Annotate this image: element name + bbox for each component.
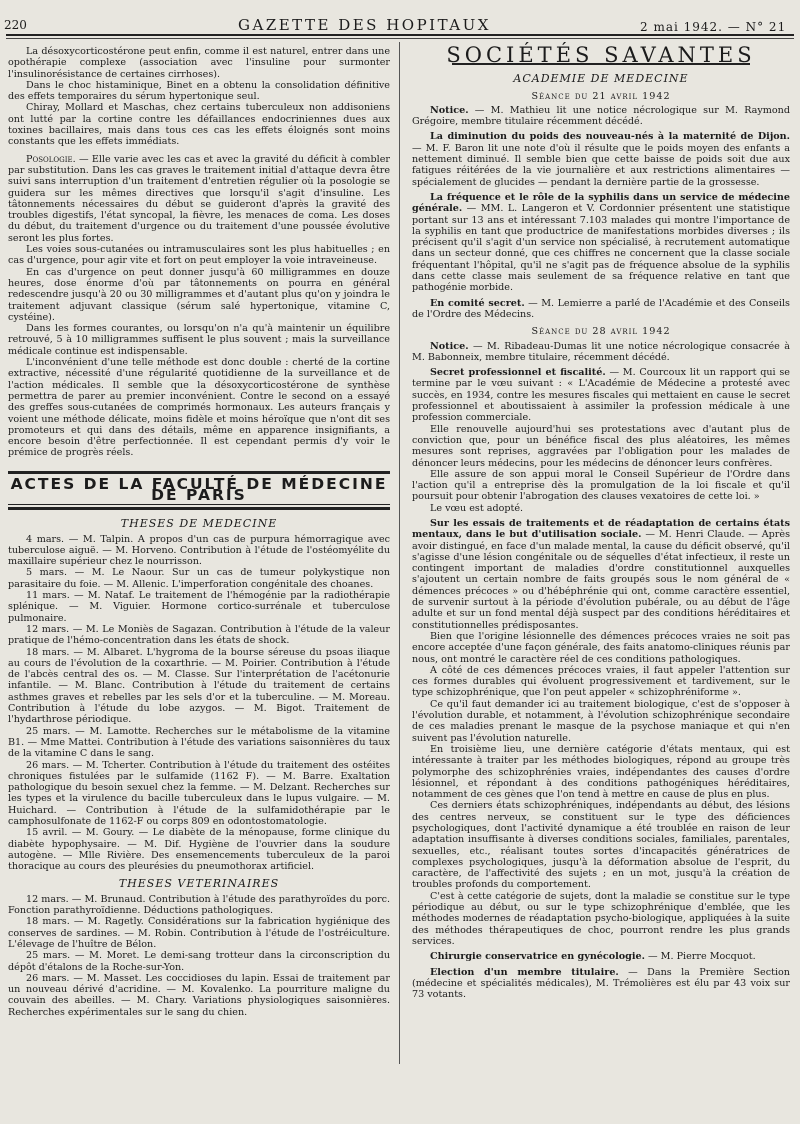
paragraph: L'inconvénient d'une telle méthode est donc double : cherté de la cortine extractive, nécessité d'une régularité quotidienne de la surveillance et de l'action médicales. Il semble que la désoxycorticostérone de synthèse permettra de parer au premier inconvénient. Contre le second on a essayé des greffes sous-cutanées de comprimés hormonaux. Les auteurs français y voient une méthode délicate, moins fidèle et moins héroïque que n'ont dit ses promoteurs et qui dans des détails, même en apparence insignifiants, a encore besoin d'être perfectionnée. Il est cependant permis d'y voir le prémice de progrès réels. [8,357,390,459]
thesis-entry: 12 mars. — M. Le Moniès de Sagazan. Contribution à l'étude de la valeur pratique de l'hémo-concentration dans les états de shock. [8,623,390,647]
paragraph: Les voies sous-cutanées ou intramusculaires sont les plus habituelles ; en cas d'urgence, pour agir vite et fort on peut employer la voie intraveineuse. [8,244,390,267]
vet-theses-heading: THESES VETERINAIRES [118,877,280,891]
paragraph: La désoxycorticostérone peut enfin, comme il est naturel, entrer dans une opothérapie complexe (association avec l'insuline pour surmonter l'insulinorésistance de certaines cirrhoses). [8,46,390,80]
paragraph: Posologie. — Elle varie avec les cas et avec la gravité du déficit à combler par substitution. Dans les cas graves le traitement initial d'attaque devra être suivi sans interruption d'un traitement d'entretien régulier où la posologie se guidera sur les mêmes directives que lorsqu'il s'agit d'insuline. Les tâtonnements nécessaires du début se guideront d'après la gravité des troubles digestifs, l'état syncopal, la fièvre, les menaces de coma. Les doses du début, du traitement d'urgence ou du traitement d'une poussée évolutive seront les plus fortes. [8,153,390,244]
thesis-entry: 15 avril. — M. Goury. — Le diabète de la ménopause, forme clinique du diabète hypophysaire. — M. Dif. Hygiène de l'ouvrier dans la soudure autogène. — Mlle Rivière. Des ensemencements tuberculeux de la paroi thoracique au cours des pleurésies du pneumothorax artificiel. [8,827,390,873]
paragraph: Chirurgie conservatrice en gynécologie. — M. Pierre Mocquot. [430,951,756,963]
thesis-entry: 12 mars. — M. Brunaud. Contribution à l'étude des parathyroïdes du porc. Fonction parathyroïdienne. Déductions pathologiques. [8,893,390,917]
paragraph: En cas d'urgence on peut donner jusqu'à 60 milligrammes en douze heures, dose énorme d'où par tâtonnements on pourra en général redescendre jusqu'à 20 ou 30 milligrammes et d'autant plus qu'on y joindra le traitement adjuvant classique (sérum salé hypertonique, vitamine C, cystéine). [8,266,390,323]
paragraph: Elle renouvelle aujourd'hui ses protestations avec d'autant plus de conviction que, pour un bénéfice fiscal des plus aléatoires, les mêmes mesures sont reprises, aggravées par l'obligation pour les malades de dénoncer leurs médecins, pour les médecins de dénoncer leurs confrères. [412,423,790,469]
thesis-entry: 11 mars. — M. Nataf. Le traitement de l'hémogénie par la radiothérapie splénique. — M. Viguier. Hormone cortico-surrénale et tuberculose pulmonaire. [8,590,390,624]
paragraph: Election d'un membre titulaire. — Dans la Première Section (médecine et spécialités médicales), M. Trémolières est élu par 43 voix sur 73 votants. [412,966,790,1001]
paragraph: Bien que l'origine lésionnelle des démences précoces vraies ne soit pas encore acceptée d'une façon générale, des faits anatomo-cliniques réunis par nous, ont montré le caractère réel de ces conditions pathologiques. [412,630,790,665]
section-title: SOCIÉTÉS SAVANTES [446,43,756,67]
seance-heading: Séance du 21 avril 1942 [531,90,671,102]
thesis-entry: 5 mars. — M. Le Naour. Sur un cas de tumeur polykystique non parasitaire du foie. — M. Allenic. L'imperforation congénitale des choanes. [8,567,390,590]
thesis-entry: 4 mars. — M. Talpin. A propos d'un cas de purpura hémorragique avec tuberculose aiguë. — M. Horveno. Contribution à l'étude de l'ostéomyélite du maxillaire supérieur chez le nourrisson. [8,533,390,568]
thesis-entry: 18 mars. — M. Ragetly. Considérations sur la fabrication hygiénique des conserves de sardines. — M. Robin. Contribution à l'étude de l'ostréiculture. L'élevage de l'huître de Bélon. [8,916,390,950]
theses-heading: THESES DE MEDECINE [120,517,278,531]
paragraph: Ce qu'il faut demander ici au traitement biologique, c'est de s'opposer à l'évolution durable, et notamment, à l'évolution schizophrénique secondaire de ces maladies prenant le masque de la psychose maniaque et qui n'en suivent pas l'évolution naturelle. [412,698,790,744]
paragraph: Le vœu est adopté. [430,502,524,514]
title-rule [8,505,390,510]
thesis-entry: 26 mars. — M. Masset. Les coccidioses du lapin. Essai de traitement par un nouveau dérivé d'acridine. — M. Kovalenko. La pourriture maligne du couvain des abeilles. — M. Chary. Variations physiologiques saisonnières. Recherches expérimentales sur le sang du chien. [8,972,390,1018]
thesis-entry: 26 mars. — M. Tcherter. Contribution à l'étude du traitement des ostéites chroniques fistulées par le sulfamide (1162 F). — M. Barre. Exaltation pathologique du besoin sexuel chez la femme. — M. Delzant. Recherches sur les types et la virulence du bacille tuberculeux dans le lupus vulgaire. — M. Huichard. — Contribution à l'étude de la sulfamidothérapie par le camphosulfonate de 1162-F ou corps 809 en odontostomatologie. [8,759,390,827]
journal-title: GAZETTE DES HOPITAUX [238,16,491,34]
thesis-entry: 25 mars. — M. Moret. Le demi-sang trotteur dans la circonscription du dépôt d'étalons de la Roche-sur-Yon. [8,950,390,973]
paragraph: Elle assure de son appui moral le Conseil Supérieur de l'Ordre dans l'action qu'il a entreprise dès la promulgation de la loi fiscale et qu'il poursuit pour obtenir l'abrogation des clauses vexatoires de cette loi. » [412,468,790,503]
paragraph: Chiray, Mollard et Maschas, chez certains tuberculeux non addisoniens ont lutté par la cortine contre les défaillances endocriniennes dues aux toxines bacillaires, mais dans tous ces cas les effets éloignés sont moins constants que les effets immédiats. [8,102,390,148]
paragraph: Ces derniers états schizophréniques, indépendants au début, des lésions des centres nerveux, se constituent sur le type des déficiences psychologiques, dont l'activité dynamique a été troublée en raison de leur adaptation insuffisante à diverses conditions sociales, familiales, parentales, sexuelles, etc., réalisant toutes sortes d'incapacités génératrices de complexes psychologiques, jusqu'à la déformation absolue de l'esprit, du caractère, de l'affectivité des sujets ; en un mot, jusqu'à la création de troubles profonds du comportement. [412,800,790,891]
paragraph: C'est à cette catégorie de sujets, dont la maladie se constitue sur le type périodique au début, ou sur le type schizophrénique d'emblée, que les méthodes modernes de réadaptation psycho-biologique, appliquées à la suite des méthodes thérapeutiques de choc, pourront rendre les plus grands services. [412,890,790,947]
faculty-acts-title: ACTES DE LA FACULTÉ DE MÉDECINE DE PARIS [8,471,390,506]
header-rule-thin [6,38,794,39]
paragraph: Dans le choc histaminique, Binet en a obtenu la consolidation définitive des effets temporaires du sérum hypertonique seul. [8,79,390,103]
left-column [8,46,390,1018]
paragraph: En troisième lieu, une dernière catégorie d'états mentaux, qui est intéressante à traiter par les méthodes biologiques, répond au groupe très polymorphe des schizophrénies vraies, indépendantes des causes d'ordre lésionnel, et répondant à des conditions pathogéniques héréditaires, notamment de ces gènes que l'on tend à mettre en cause de plus en plus. [412,743,790,801]
paragraph: A côté de ces démences précoces vraies, il faut appeler l'attention sur ces formes durables qui évoluent progressivement et tardivement, sur le type schizophrénique, que l'on peut appeler « schizophréniforme ». [412,664,790,699]
paragraph: La diminution du poids des nouveau-nés à la maternité de Dijon. — M. F. Baron lit une note d'où il résulte que le poids moyen des enfants a nettement diminué. Il semble bien que cette baisse de poids soit due aux fatigues réitérées de la vie journalière et aux restrictions alimentaires — spécialement de glucides — pendant la dernière partie de la grossesse. [412,131,790,188]
thesis-entry: 18 mars. — M. Albaret. L'hygroma de la bourse séreuse du psoas iliaque au cours de l'évolution de la coxarthrie. — M. Poirier. Contribution à l'étude de l'abcès central des os. — M. Classe. Sur l'interprétation de l'acétonurie infantile. — M. Blanc. Contribution à l'étude du traitement de certains asthmes graves et rebelles par les sels d'or et la tuberculine. — M. Moreau. Contribution à l'étude du lobe azygos. — M. Bigot. Traitement de l'hydarthrose périodique. [8,646,390,726]
issue-date: 2 mai 1942. — N° 21 [640,20,787,34]
seance-heading: Séance du 28 avril 1942 [531,326,671,338]
header-rule [6,34,794,36]
paragraph: Notice. — M. Ribadeau-Dumas lit une notice nécrologique consacrée à M. Babonneix, membre titulaire, récemment décédé. [412,340,790,363]
paragraph: En comité secret. — M. Lemierre a parlé de l'Académie et des Conseils de l'Ordre des Médecins. [412,297,790,320]
page-number: 220 [4,18,27,32]
paragraph: Dans les formes courantes, ou lorsqu'on n'a qu'à maintenir un équilibre retrouvé, 5 à 10 milligrammes suffisent le plus souvent ; mais la surveillance médicale continue est indispensable. [8,323,390,357]
paragraph: Notice. — M. Mathieu lit une notice nécrologique sur M. Raymond Grégoire, membre titulaire récemment décédé. [412,104,790,128]
thesis-entry: 25 mars. — M. Lamotte. Recherches sur le métabolisme de la vitamine B1. — Mme Mattei. Contribution à l'étude des variations saisonnières du taux de la vitamine C dans le sang. [8,725,390,760]
paragraph: Sur les essais de traitements et de réadaptation de certains états mentaux, dans le but d'utilisation sociale. — M. Henri Claude. — Après avoir distingué, en face d'un malade mental, la cause du déficit observé, qu'il s'agisse d'une lésion congénitale ou de séquelles d'état infectieux, il reste un contingent important de maladies d'ordre constitutionnel auxquelles s'ajoutent un certain nombre de faits groupés sous le nom général de « démences précoces » ou d'hébéphrénie qui ont, comme caractère essentiel, de survenir surtout à la période d'évolution pubérale, ou au début de l'âge adulte et sur un fond mental déjà suspect par des conditions héréditaires et constitutionnelles prédisposantes. [412,517,790,631]
paragraph: La fréquence et le rôle de la syphilis dans un service de médecine générale. — MM. L. Langeron et V. Cordonnier présentent une statistique portant sur 13 ans et intéressant 7.103 malades qui montre l'importance de la syphilis en tant que productrice de manifestations morbides diverses ; ils précisent qu'il s'agit d'un service non spécialisé, à recrutement automatique dans un secteur donné, que ces chiffres ne concernent que la classe sociale fréquentant l'hôpital, qu'il ne s'agit pas de fréquence absolue de la syphilis dans cette classe mais seulement de sa fréquence relative en tant que pathogénie morbide. [412,191,790,294]
posologie-lead: Posologie. [26,153,76,165]
academie-heading: ACADEMIE DE MEDECINE [513,72,689,86]
column-divider [399,42,400,1064]
right-column [412,43,790,1001]
paragraph: Secret professionnel et fiscalité. — M. Courcoux lit un rapport qui se termine par le vœu suivant : « L'Académie de Médecine a protesté avec succès, en 1934, contre les mesures fiscales qui mettaient en cause le secret professionnel et aboutissaient à assimiler la profession médicale à une profession commerciale. [412,367,790,424]
